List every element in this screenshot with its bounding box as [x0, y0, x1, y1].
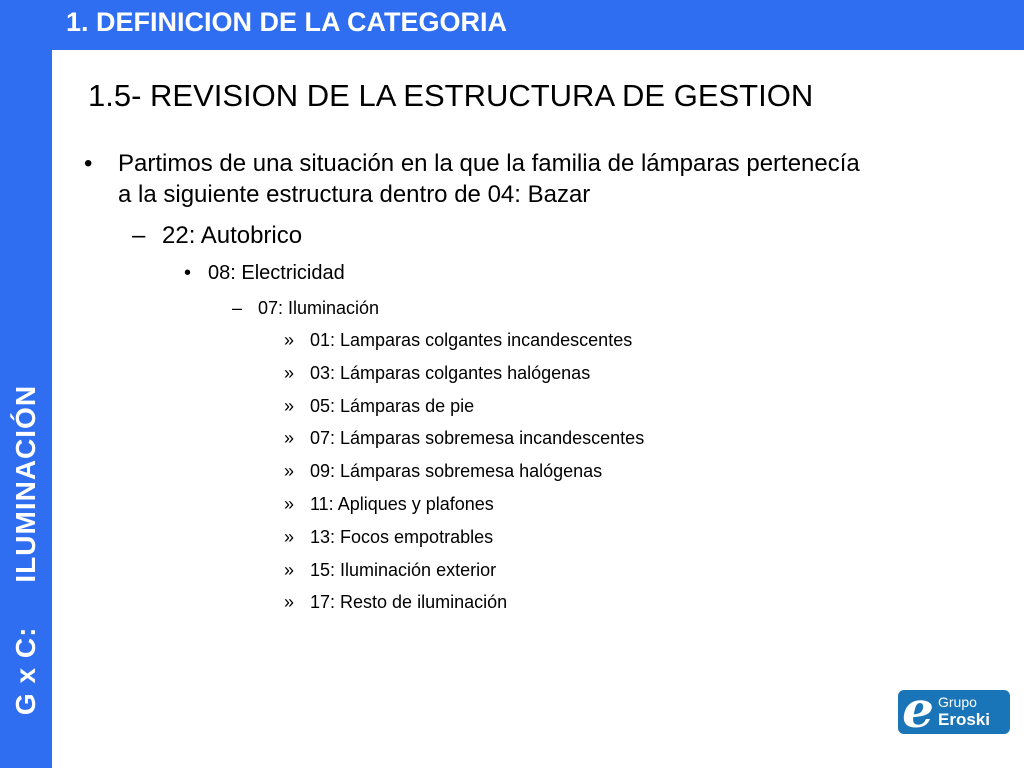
- slide-subtitle: 1.5- REVISION DE LA ESTRUCTURA DE GESTION: [88, 78, 814, 113]
- chevron-marker: »: [284, 592, 295, 613]
- header-title: 1. DEFINICION DE LA CATEGORIA: [66, 7, 508, 37]
- logo-line-eroski: Eroski: [938, 710, 990, 729]
- outline-level3-text: 08: Electricidad: [208, 262, 345, 284]
- list-item-text: 05: Lámparas de pie: [310, 395, 475, 416]
- bullet-marker: •: [84, 150, 93, 177]
- outline-level1-text: Partimos de una situación en la que la familia de lámparas pertenecía a la siguiente estructura dentro de 04: Bazar: [118, 150, 860, 208]
- list-item: [284, 330, 633, 363]
- list-item: [284, 493, 494, 527]
- list-item: [284, 461, 603, 494]
- outline-level2-text: 22: Autobrico: [162, 222, 303, 249]
- outline-level3-item: [184, 262, 345, 285]
- sidebar-label: ILUMINACIÓN: [10, 384, 41, 583]
- dash-marker: –: [232, 298, 243, 318]
- list-item-text: 01: Lamparas colgantes incandescentes: [310, 330, 633, 350]
- chevron-marker: »: [284, 330, 295, 350]
- outline-level5-list: [284, 330, 645, 625]
- list-item: [284, 592, 508, 625]
- list-item-text: 13: Focos empotrables: [310, 526, 494, 547]
- chevron-marker: »: [284, 395, 295, 416]
- logo-e-mark: e: [902, 690, 934, 734]
- chevron-marker: »: [284, 428, 295, 449]
- list-item: [284, 428, 645, 461]
- logo-line-grupo: Grupo: [938, 694, 977, 710]
- bullet-marker: •: [184, 262, 192, 284]
- list-item: [284, 395, 475, 429]
- list-item-text: 07: Lámparas sobremesa incandescentes: [310, 428, 645, 449]
- grupo-eroski-logo: [898, 690, 1010, 734]
- chevron-marker: »: [284, 461, 295, 482]
- list-item: [284, 526, 494, 560]
- chevron-marker: »: [284, 362, 295, 383]
- outline-level4-item: [232, 298, 380, 319]
- list-item-text: 11: Apliques y plafones: [310, 493, 494, 514]
- dash-marker: –: [132, 222, 146, 249]
- outline-level2-item: [132, 222, 303, 250]
- list-item-text: 17: Resto de iluminación: [310, 592, 508, 613]
- chevron-marker: »: [284, 493, 295, 514]
- list-item-text: 03: Lámparas colgantes halógenas: [310, 362, 591, 383]
- chevron-marker: »: [284, 526, 295, 547]
- list-item-text: 15: Iluminación exterior: [310, 559, 497, 580]
- chevron-marker: »: [284, 559, 295, 580]
- list-item: [284, 362, 591, 396]
- list-item: [284, 559, 497, 593]
- outline-level4-text: 07: Iluminación: [258, 298, 380, 318]
- sidebar-prefix: G x C:: [10, 626, 41, 716]
- list-item-text: 09: Lámparas sobremesa halógenas: [310, 461, 603, 482]
